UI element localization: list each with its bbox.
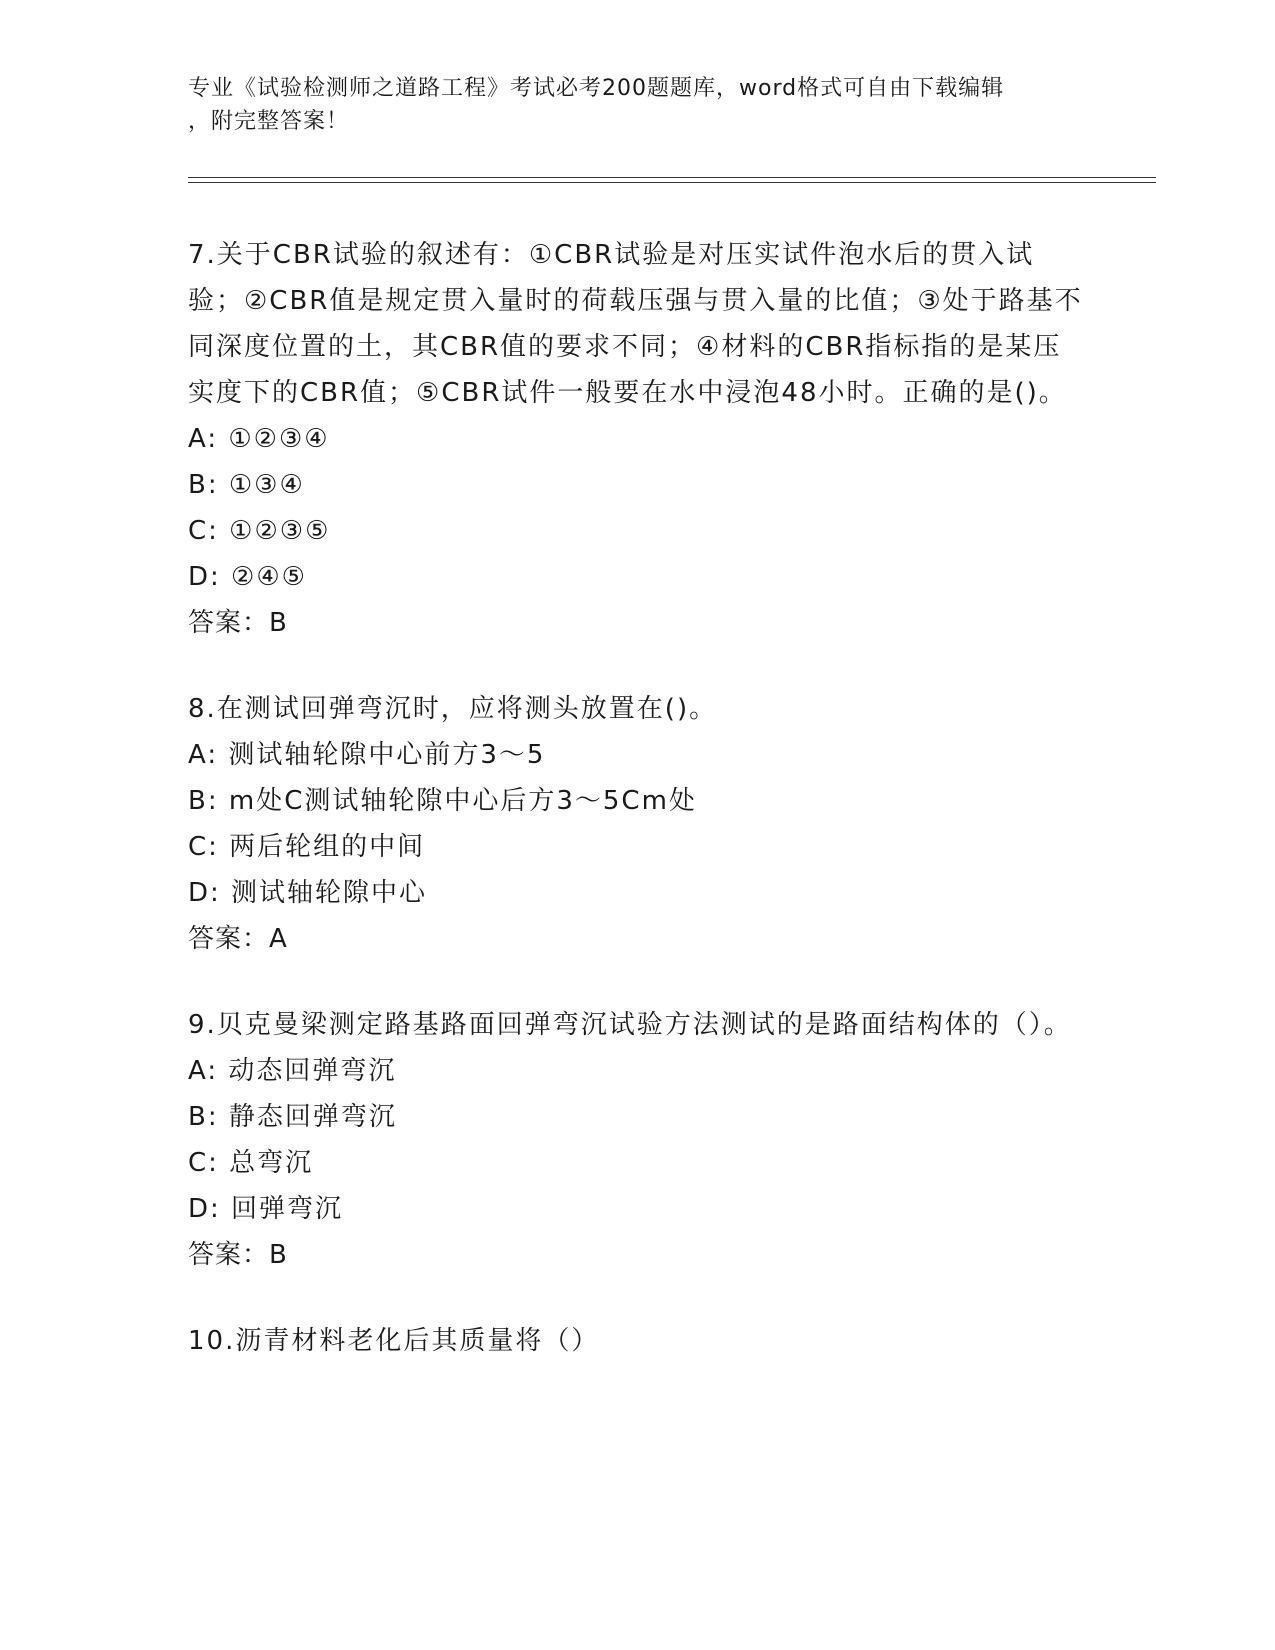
option-a: A: 测试轴轮隙中心前方3～5	[188, 740, 546, 770]
option-a: A: 动态回弹弯沉	[188, 1056, 397, 1086]
option-b: B: m处C测试轴轮隙中心后方3～5Cm处	[188, 786, 697, 816]
header-divider	[188, 177, 1156, 183]
question-text: 9.贝克曼梁测定路基路面回弹弯沉试验方法测试的是路面结构体的（）。	[188, 1010, 1072, 1040]
question-text: 10.沥青材料老化后其质量将（）	[188, 1326, 600, 1356]
option-c: C: 两后轮组的中间	[188, 832, 426, 862]
answer: 答案：B	[188, 1240, 288, 1270]
question-text: 7.关于CBR试验的叙述有：①CBR试验是对压实试件泡水后的贯入试验；②CBR值是规定贯入量时的荷载压强与贯入量的比值；③处于路基不同深度位置的土，其CBR值的要求不同；④材料的CBR指标指的是某压实度下的CBR值；⑤CBR试件一般要在水中浸泡48小时。正确的是()。	[188, 240, 1083, 408]
question-list	[188, 232, 1088, 1404]
option-d: D: 测试轴轮隙中心	[188, 878, 428, 908]
question-8	[188, 686, 1088, 962]
question-7	[188, 232, 1088, 646]
document-header	[188, 72, 1088, 138]
header-title-line-2: ，附完整答案！	[188, 109, 350, 134]
question-10	[188, 1318, 1088, 1364]
option-d: D: 回弹弯沉	[188, 1194, 344, 1224]
option-c: C: 总弯沉	[188, 1148, 314, 1178]
option-d: D: ②④⑤	[188, 562, 307, 592]
answer: 答案：B	[188, 608, 288, 638]
header-title-line-1: 专业《试验检测师之道路工程》考试必考200题题库，word格式可自由下载编辑	[188, 76, 1005, 101]
answer: 答案：A	[188, 924, 288, 954]
option-b: B: 静态回弹弯沉	[188, 1102, 397, 1132]
question-9	[188, 1002, 1088, 1278]
option-a: A: ①②③④	[188, 424, 330, 454]
option-c: C: ①②③⑤	[188, 516, 331, 546]
option-b: B: ①③④	[188, 470, 305, 500]
question-text: 8.在测试回弹弯沉时，应将测头放置在()。	[188, 694, 718, 724]
